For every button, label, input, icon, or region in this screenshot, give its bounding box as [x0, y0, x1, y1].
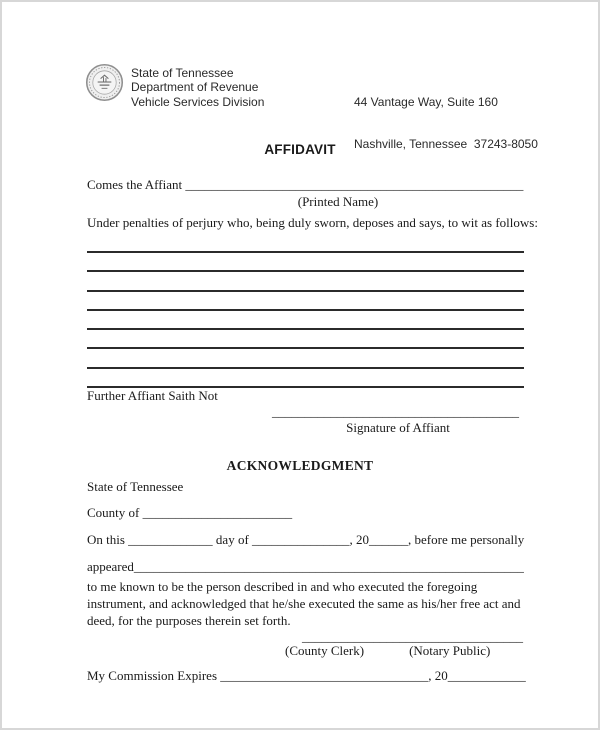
statement-line[interactable]: [87, 270, 524, 289]
address-block: [354, 66, 538, 180]
affiant-label: Comes the Affiant: [87, 177, 186, 192]
commission-row: [87, 668, 526, 684]
official-signature-field[interactable]: __________________________________: [302, 629, 523, 644]
statement-line[interactable]: [87, 309, 524, 328]
agency-line-state: State of Tennessee: [131, 66, 234, 80]
further-affiant-text: Further Affiant Saith Not: [87, 388, 218, 403]
ack-body-text: to me known to be the person described in and who executed the foregoing instrument, and acknowledged that he/she executed the same as his/her free act and deed, for the purposes therein set forth.: [87, 579, 521, 629]
before-me-label: , before me personally: [408, 532, 525, 547]
dayof-label: day of: [212, 532, 253, 547]
county-clerk-caption: (County Clerk): [285, 643, 365, 658]
affiant-name-field[interactable]: ____________________________________________________: [185, 177, 524, 192]
commission-label: My Commission Expires: [87, 668, 221, 683]
month-field[interactable]: _______________: [252, 532, 350, 547]
signature-field[interactable]: ______________________________________: [272, 404, 519, 419]
commission-date-field[interactable]: ________________________________: [220, 668, 429, 683]
address-line-city: Nashville, Tennessee 37243-8050: [354, 137, 538, 152]
acknowledgment-title: ACKNOWLEDGMENT: [226, 458, 374, 473]
day-number-field[interactable]: _____________: [128, 532, 213, 547]
onthis-label: On this: [87, 532, 129, 547]
notary-public-caption: (Notary Public): [409, 643, 491, 658]
address-line-street: 44 Vantage Way, Suite 160: [354, 94, 498, 109]
tennessee-state-seal-icon: [85, 63, 124, 102]
statement-line[interactable]: [87, 367, 524, 386]
commission-year-prefix: , 20: [428, 668, 448, 683]
affiant-name-row: [87, 177, 523, 193]
ack-state-text: State of Tennessee: [87, 479, 184, 494]
commission-year-field[interactable]: ____________: [447, 668, 526, 683]
statement-line[interactable]: [87, 347, 524, 366]
statement-line[interactable]: [87, 328, 524, 347]
statement-line[interactable]: [87, 290, 524, 309]
year-prefix-label: , 20: [349, 532, 370, 547]
perjury-statement: Under penalties of perjury who, being duly sworn, deposes and says, to wit as follows:: [87, 215, 538, 230]
county-label: County of: [87, 505, 143, 520]
ack-appeared-row: [87, 559, 524, 575]
statement-writing-area[interactable]: [87, 251, 524, 405]
ack-county-row: [87, 505, 292, 521]
year-field[interactable]: ______: [369, 532, 409, 547]
ack-date-row: [87, 532, 524, 548]
officials-captions: [285, 643, 490, 659]
document-title: AFFIDAVIT: [264, 142, 336, 157]
statement-line[interactable]: [87, 251, 524, 270]
agency-block: [131, 66, 264, 109]
agency-line-department: Department of Revenue: [131, 80, 259, 95]
printed-name-caption: (Printed Name): [297, 194, 379, 209]
appeared-label: appeared: [87, 559, 134, 574]
signature-caption: Signature of Affiant: [346, 420, 450, 435]
county-field[interactable]: _______________________: [142, 505, 293, 520]
agency-line-division: Vehicle Services Division: [131, 94, 265, 109]
appeared-name-field[interactable]: ____________________________________________________________: [133, 559, 524, 574]
